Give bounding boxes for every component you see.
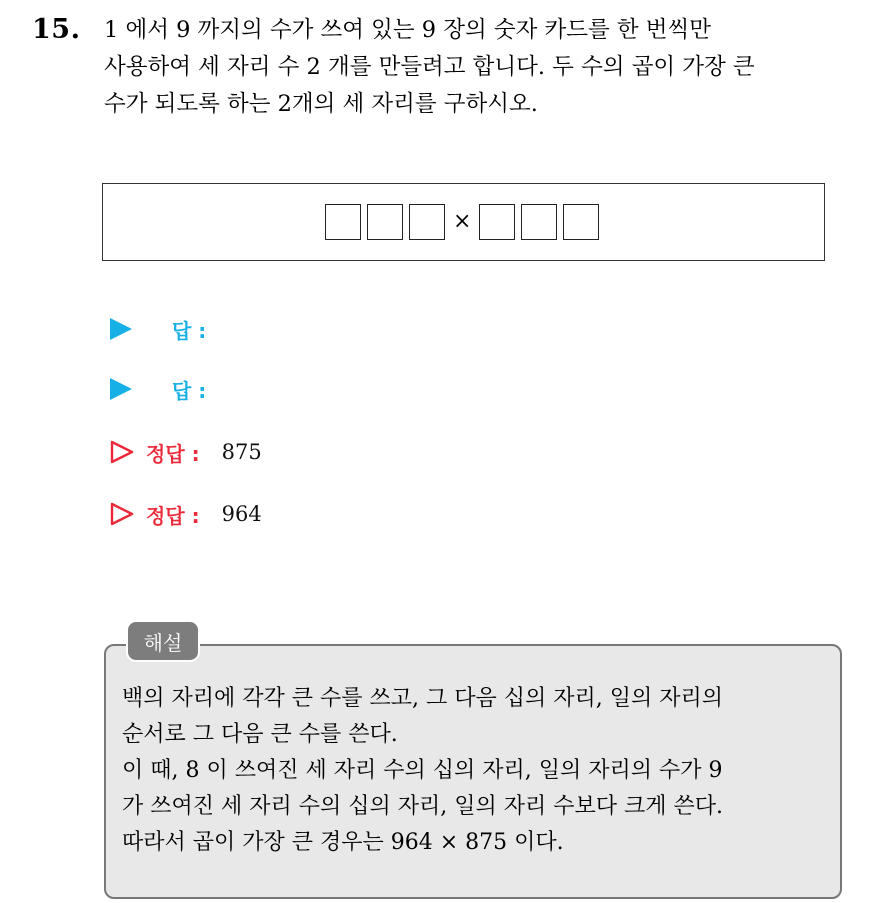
correct-answer-label: 정답 : — [146, 503, 200, 528]
question-line: 사용하여 세 자리 수 2 개를 만들려고 합니다. 두 수의 곱이 가장 큰 — [104, 54, 755, 80]
play-triangle-icon — [110, 378, 132, 400]
correct-answer-row-1 — [110, 437, 262, 467]
answer-row-2 — [110, 374, 206, 404]
question-line: 수가 되도록 하는 2개의 세 자리를 구하시오. — [104, 91, 538, 117]
question-line: 1 에서 9 까지의 수가 쓰여 있는 9 장의 숫자 카드를 한 번씩만 — [104, 17, 711, 43]
play-triangle-icon — [110, 318, 132, 340]
answer-label: 답 : — [172, 318, 207, 343]
figure-box — [102, 183, 825, 261]
explanation-text — [122, 681, 834, 861]
correct-answer-row-2 — [110, 499, 262, 529]
explanation-tag: 해설 — [128, 622, 198, 660]
correct-answer-label: 정답 : — [146, 441, 200, 466]
digit-cells — [325, 204, 605, 240]
explanation-line: 순서로 그 다음 큰 수를 쓴다. — [122, 722, 398, 747]
digit-cell — [521, 204, 557, 240]
explanation-line: 따라서 곱이 가장 큰 경우는 964 × 875 이다. — [122, 830, 564, 855]
answer-label: 답 : — [172, 378, 207, 403]
outline-triangle-icon — [110, 440, 134, 464]
explanation-line: 이 때, 8 이 쓰여진 세 자리 수의 십의 자리, 일의 자리의 수가 9 — [122, 758, 723, 783]
digit-cell — [479, 204, 515, 240]
digit-cell — [409, 204, 445, 240]
correct-answer-value: 875 — [221, 440, 262, 464]
digit-cell — [325, 204, 361, 240]
times-symbol: × — [453, 209, 472, 234]
explanation-line: 백의 자리에 각각 큰 수를 쓰고, 그 다음 십의 자리, 일의 자리의 — [122, 686, 723, 711]
explanation-line: 가 쓰여진 세 자리 수의 십의 자리, 일의 자리 수보다 크게 쓴다. — [122, 794, 723, 819]
answer-row-1 — [110, 314, 206, 344]
question-text — [104, 12, 864, 123]
digit-cell — [367, 204, 403, 240]
digit-cell — [563, 204, 599, 240]
outline-triangle-icon — [110, 502, 134, 526]
correct-answer-value: 964 — [221, 502, 262, 526]
question-number: 15. — [32, 14, 81, 45]
